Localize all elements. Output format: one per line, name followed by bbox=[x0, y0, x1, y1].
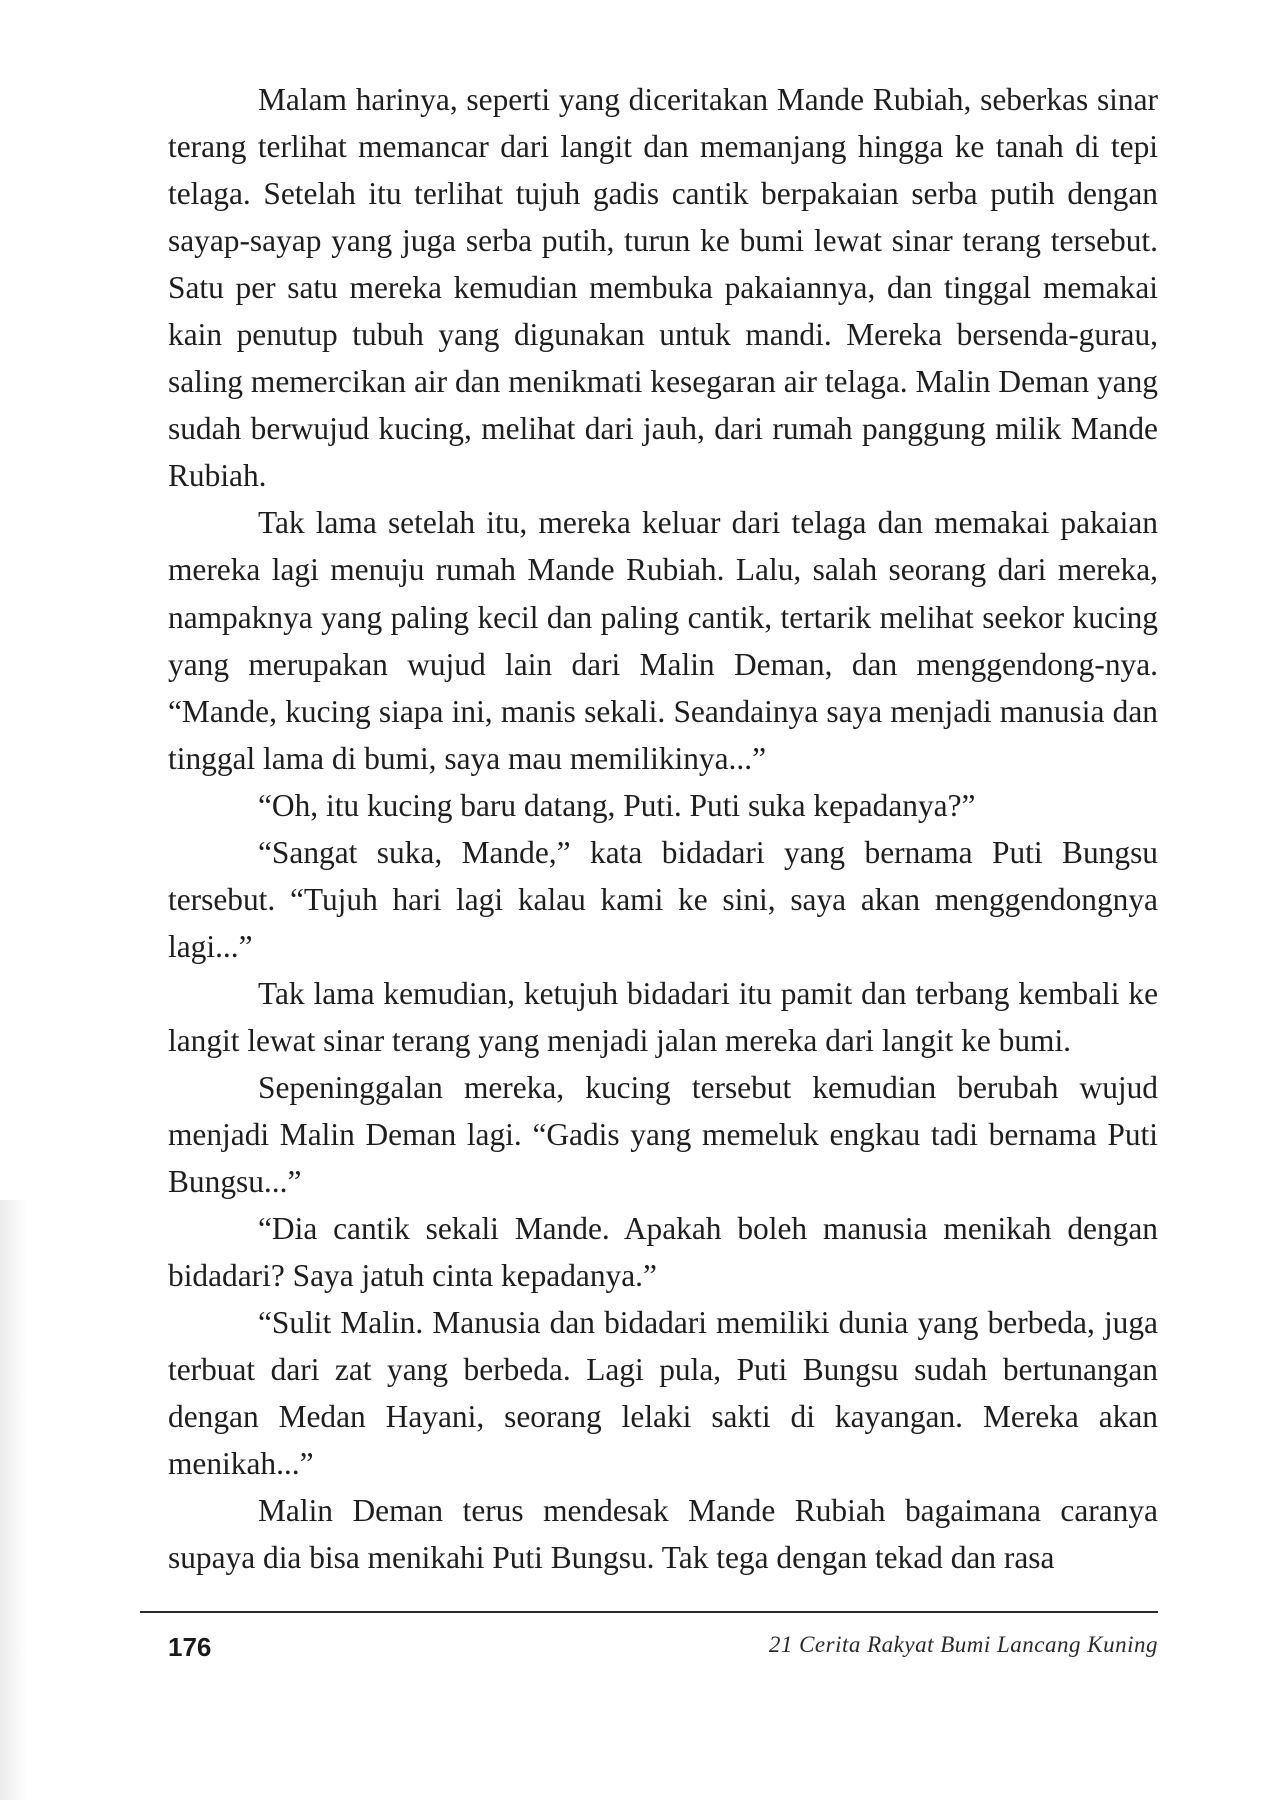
running-title: 21 Cerita Rakyat Bumi Lancang Kuning bbox=[768, 1632, 1158, 1657]
body-text bbox=[168, 76, 1158, 1582]
paragraph-9: Malin Deman terus mendesak Mande Rubiah bagaimana caranya supaya dia bisa menikahi Puti Bungsu. Tak tega dengan tekad dan rasa bbox=[168, 1493, 1158, 1576]
paragraph-3: “Oh, itu kucing baru datang, Puti. Puti suka kepadanya?” bbox=[258, 787, 976, 823]
page-number: 176 bbox=[168, 1632, 212, 1662]
paragraph-1: Malam harinya, seperti yang diceritakan Mande Rubiah, seberkas sinar terang terlihat memancar dari langit dan memanjang hingga ke tanah di tepi telaga. Setelah itu terlihat tujuh gadis cantik berpakaian serba putih dengan sayap-sayap yang juga serba putih, turun ke bumi lewat sinar terang tersebut. Satu per satu mereka kemudian membuka pakaiannya, dan tinggal memakai kain penutup tubuh yang digunakan untuk mandi. Mereka bersenda-gurau, saling memercikan air dan menikmati kesegaran air telaga. Malin Deman yang sudah berwujud kucing, melihat dari jauh, dari rumah panggung milik Mande Rubiah. bbox=[168, 82, 1158, 494]
paragraph-5: Tak lama kemudian, ketujuh bidadari itu pamit dan terbang kembali ke langit lewat sinar terang yang menjadi jalan mereka dari langit ke bumi. bbox=[168, 975, 1158, 1058]
paragraph-2: Tak lama setelah itu, mereka keluar dari telaga dan memakai pakaian mereka lagi menuju rumah Mande Rubiah. Lalu, salah seorang dari mereka, nampaknya yang paling kecil dan paling cantik, tertarik melihat seekor kucing yang merupakan wujud lain dari Malin Deman, dan menggendong-nya. “Mande, kucing siapa ini, manis sekali. Seandainya saya menjadi manusia dan tinggal lama di bumi, saya mau memilikinya...” bbox=[168, 505, 1158, 776]
paragraph-4: “Sangat suka, Mande,” kata bidadari yang bernama Puti Bungsu tersebut. “Tujuh hari lagi kalau kami ke sini, saya akan menggendongnya lagi...” bbox=[168, 834, 1158, 964]
paragraph-8: “Sulit Malin. Manusia dan bidadari memiliki dunia yang berbeda, juga terbuat dari zat yang berbeda. Lagi pula, Puti Bungsu sudah bertunangan dengan Medan Hayani, seorang lelaki sakti di kayangan. Mereka akan menikah...” bbox=[168, 1305, 1158, 1482]
paragraph-7: “Dia cantik sekali Mande. Apakah boleh manusia menikah dengan bidadari? Saya jatuh cinta kepadanya.” bbox=[168, 1211, 1158, 1294]
paragraph-6: Sepeninggalan mereka, kucing tersebut kemudian berubah wujud menjadi Malin Deman lagi. “Gadis yang memeluk engkau tadi bernama Puti Bungsu...” bbox=[168, 1069, 1158, 1200]
scan-edge-shadow bbox=[0, 1200, 28, 1800]
footer-divider bbox=[140, 1611, 1158, 1613]
